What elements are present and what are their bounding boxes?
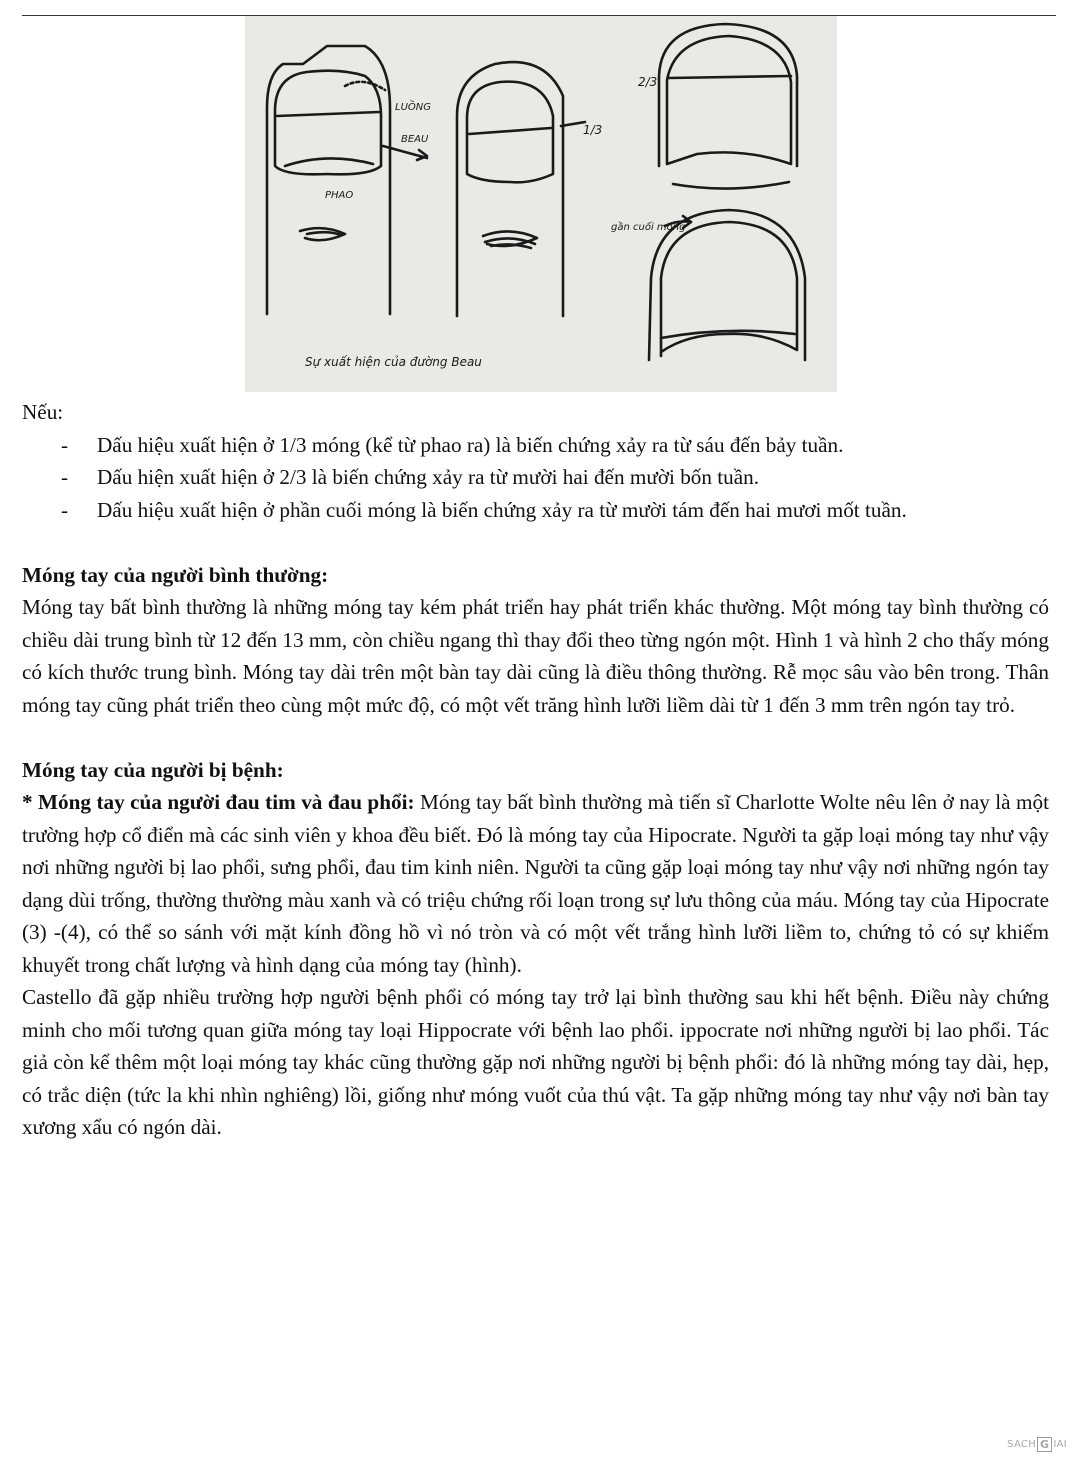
paragraph-heart-lung <box>22 786 1049 981</box>
brand-left: SACH <box>1007 1439 1037 1450</box>
lead-text: Nếu: <box>22 400 64 424</box>
list-item: - Dấu hiện xuất hiện ở 2/3 là biến chứng xảy ra từ mười hai đến mười bốn tuần. <box>22 461 1049 494</box>
label-luong: LUỒNG <box>395 102 431 113</box>
label-phao: PHAO <box>325 190 354 201</box>
label-gan-cuoi-mong: gần cuối móng <box>611 222 686 233</box>
beau-lines-drawing <box>245 16 837 392</box>
paragraph-castello: Castello đã gặp nhiều trường hợp người bệnh phổi có móng tay trở lại bình thường sau khi hết bệnh. Điều này chứng minh cho mối tương quan giữa móng tay loại Hippocrate với bệnh lao phổi. ippocrate nơi những người bị lao phổi. Tác giả còn kể thêm một loại móng tay khác cũng thường gặp nơi những người bị bệnh phổi: đó là những móng tay dài, hẹp, có trắc diện (tức la khi nhìn nghiêng) lồi, giống như móng vuốt của thú vật. Ta gặp những móng tay như vậy nơi bàn tay xương xẩu có ngón dài. <box>22 985 1049 1139</box>
section-heading-normal: Móng tay của người bình thường: <box>22 562 329 587</box>
document-body <box>22 396 1049 1144</box>
label-caption: Sự xuất hiện của đường Beau <box>305 355 482 369</box>
brand-box: G <box>1037 1437 1052 1452</box>
list-item: - Dấu hiệu xuất hiện ở phần cuối móng là biến chứng xảy ra từ mười tám đến hai mươi mốt tuần. <box>22 494 1049 527</box>
label-beau: BEAU <box>401 134 429 145</box>
spacer <box>22 526 1049 559</box>
spacer <box>22 721 1049 754</box>
section-heading-sick: Móng tay của người bị bệnh: <box>22 757 284 782</box>
fingernail-illustration <box>245 16 837 392</box>
brand-right: IAI <box>1053 1439 1067 1450</box>
label-two-thirds: 2/3 <box>638 75 658 89</box>
list-item: - Dấu hiệu xuất hiện ở 1/3 móng (kể từ phao ra) là biến chứng xảy ra từ sáu đến bảy tuần. <box>22 429 1049 462</box>
bold-lead: * Móng tay của người đau tim và đau phổi: <box>22 790 415 814</box>
paragraph-heart-lung-text: Móng tay bất bình thường mà tiến sĩ Charlotte Wolte nêu lên ở nay là một trường hợp cổ điển mà các sinh viên y khoa đều biết. Đó là móng tay của Hipocrate. Người ta gặp loại móng tay như vậy nơi những người bị lao phổi, sưng phổi, đau tim kinh niên. Người ta cũng gặp loại móng tay như vậy nơi những ngón tay dạng dùi trống, thường thường màu xanh và có triệu chứng rối loạn trong sự lưu thông của máu. Móng tay của Hipocrate (3) -(4), có thể so sánh với mặt kính đồng hồ vì nó tròn và có một vết trắng hình lưỡi liềm to, chứng tỏ có sự khiếm khuyết trong chất lượng và hình dạng của móng tay (hình). <box>22 790 1049 977</box>
paragraph-normal-nails: Móng tay bất bình thường là những móng tay kém phát triển hay phát triển khác thường. Một móng tay bình thường có chiều dài trung bình từ 12 đến 13 mm, còn chiều ngang thì thay đổi theo từng ngón một. Hình 1 và hình 2 cho thấy móng có kích thước trung bình. Móng tay dài trên một bàn tay dài cũng là điều thông thường. Rễ mọc sâu vào bên trong. Thân móng tay cũng phát triển theo cùng một mức độ, có một vết trăng hình lưỡi liềm dài từ 1 đến 3 mm trên ngón tay trỏ. <box>22 595 1049 717</box>
brand-watermark <box>1007 1437 1067 1452</box>
conditions-list <box>22 429 1049 527</box>
label-one-third: 1/3 <box>583 123 603 137</box>
